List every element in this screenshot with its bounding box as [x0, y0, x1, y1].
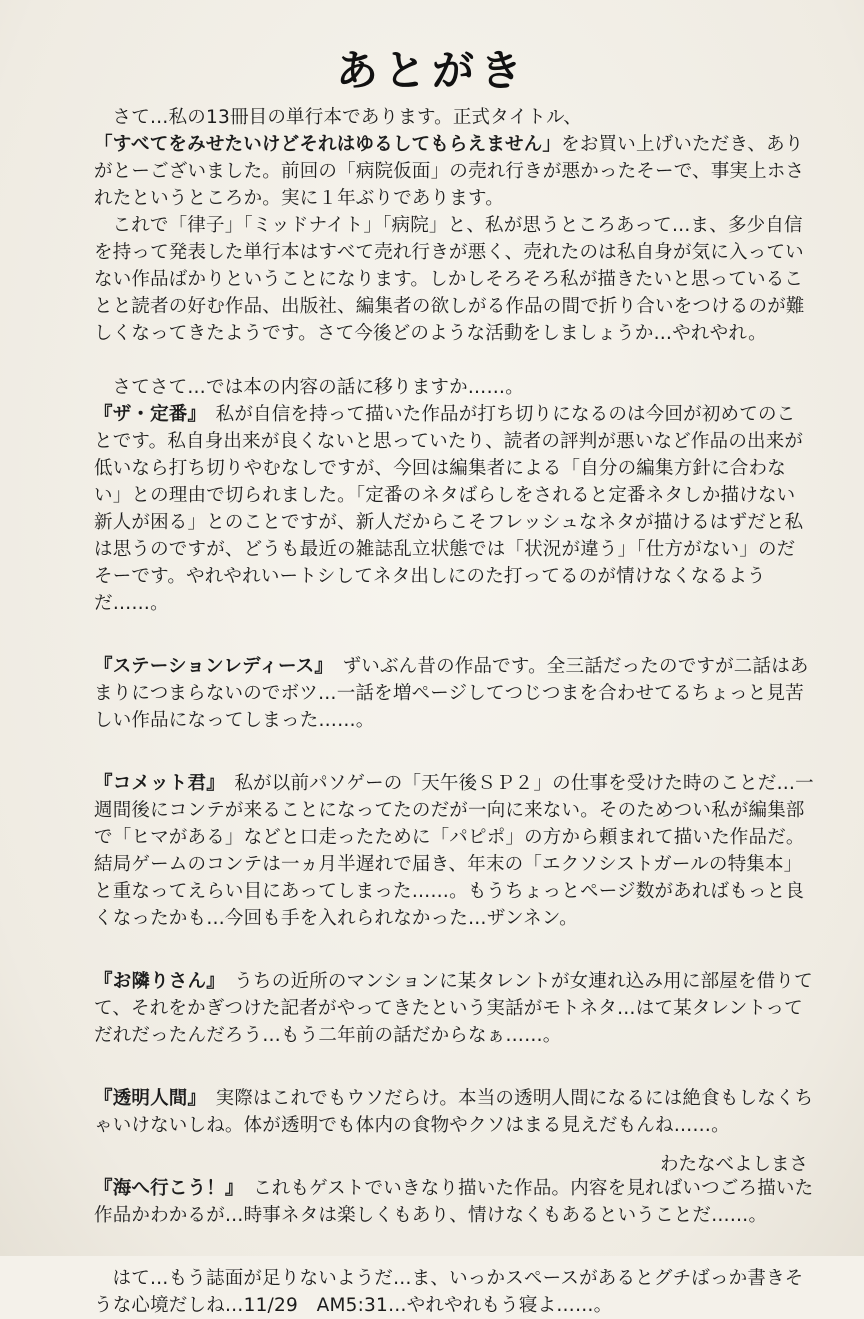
section-heading: 『コメット君』 — [94, 773, 216, 794]
intro-prefix: さて…私の13冊目の単行本であります。正式タイトル、 — [112, 107, 582, 128]
page-title: あとがき — [335, 46, 528, 95]
section-text: 私が以前パソゲーの「天午後ＳＰ２」の仕事を受けた時のことだ…一週間後にコンテが来ることになってたのだが一向に来ない。そのためつい私が編集部で「ヒマがある」などと口走ったために「パピポ」の方から頼まれて描いた作品だ。結局ゲームのコンテは一ヵ月半遅れで届き、年末の「エクソシストガールの特集本」と重なってえらい目にあってしまった……。もうちょっとページ数があればもっと良くなったかも…今回も手を入れられなかった…ザンネン。 — [94, 773, 814, 929]
section-text: 私が自信を持って描いた作品が打ち切りになるのは今回が初めてのことです。私自身出来が良くないと思っていたり、読者の評判が悪いなど作品の出来が低いなら打ち切りやむなしですが、今回は編集者による「自分の編集方針に合わない」との理由で切られました。「定番のネタばらしをされると定番ネタしか描けない新人が困る」とのことですが、新人だからこそフレッシュなネタが描けるはずだと私は思うのですが、どうも最近の雑誌乱立状態では「状況が違う」「仕方がない」のだそーです。やれやれいートシしてネタ出しにのた打ってるのが情けなくなるようだ……。 — [94, 404, 804, 614]
paragraph-intro-cont — [94, 131, 814, 212]
section-station-ladies — [94, 653, 814, 734]
section-toumei-ningen — [94, 1085, 814, 1139]
paragraph-reflection: これで「律子」「ミッドナイト」「病院」と、私が思うところあって…ま、多少自信を持って発表した単行本はすべて売れ行きが悪く、売れたのは私自身が気に入っていない作品ばかりということになります。しかしそろそろ私が描きたいと思っていることと読者の好む作品、出版社、編集者の欲しがる作品の間で折り合いをつけるのが難しくなってきたようです。さて今後どのような活動をしましょうか…やれやれ。 — [94, 215, 805, 344]
paragraph-closing: はて…もう誌面が足りないようだ…ま、いっかスペースがあるとグチばっか書きそうな心境だしね…11/29 AM5:31…やれやれもう寝よ……。 — [94, 1268, 804, 1316]
section-text: ずいぶん昔の作品です。全三話だったのですが二話はあまりにつまらないのでボツ…一話を増ページしてつじつまを合わせてるちょっと見苦しい作品になってしまった……。 — [94, 656, 809, 731]
section-otonari-san — [94, 968, 814, 1049]
intro-rest: をお買い上げいただき、ありがとーございました。前回の「病院仮面」の売れ行きが悪かったそーで、事実上ホされたというところか。実に１年ぶりであります。 — [94, 134, 805, 209]
section-text: うちの近所のマンションに某タレントが女連れ込み用に部屋を借りてて、それをかぎつけた記者がやってきたという実話がモトネタ…はて某タレントってだれだったんだろう…もう二年前の話だからなぁ……。 — [94, 971, 813, 1046]
afterword-body — [94, 104, 814, 1319]
paragraph-intro — [94, 104, 814, 131]
section-heading: 『透明人間』 — [94, 1088, 197, 1109]
paragraph-transition: さてさて…では本の内容の話に移りますか……。 — [112, 377, 524, 398]
section-heading: 『ステーションレディース』 — [94, 656, 324, 677]
section-heading: 『海へ行こう！』 — [94, 1178, 235, 1199]
section-umi-e-ikou — [94, 1175, 814, 1229]
book-title: 「すべてをみせたいけどそれはゆるしてもらえません」 — [94, 134, 562, 155]
section-text: 実際はこれでもウソだらけ。本当の透明人間になるには絶食もしなくちゃいけないしね。体が透明でも体内の食物やクソはまる見えだもんね……。 — [94, 1088, 814, 1136]
author-signature: わたなべよしまさ — [659, 1154, 808, 1175]
section-text: これもゲストでいきなり描いた作品。内容を見ればいつごろ描いた作品かわかるが…時事ネタは楽しくもあり、情けなくもあるということだ……。 — [94, 1178, 814, 1226]
section-comet-kun — [94, 770, 814, 932]
section-the-teiban — [94, 401, 814, 617]
section-heading: 『ザ・定番』 — [94, 404, 197, 425]
section-heading: 『お隣りさん』 — [94, 971, 216, 992]
